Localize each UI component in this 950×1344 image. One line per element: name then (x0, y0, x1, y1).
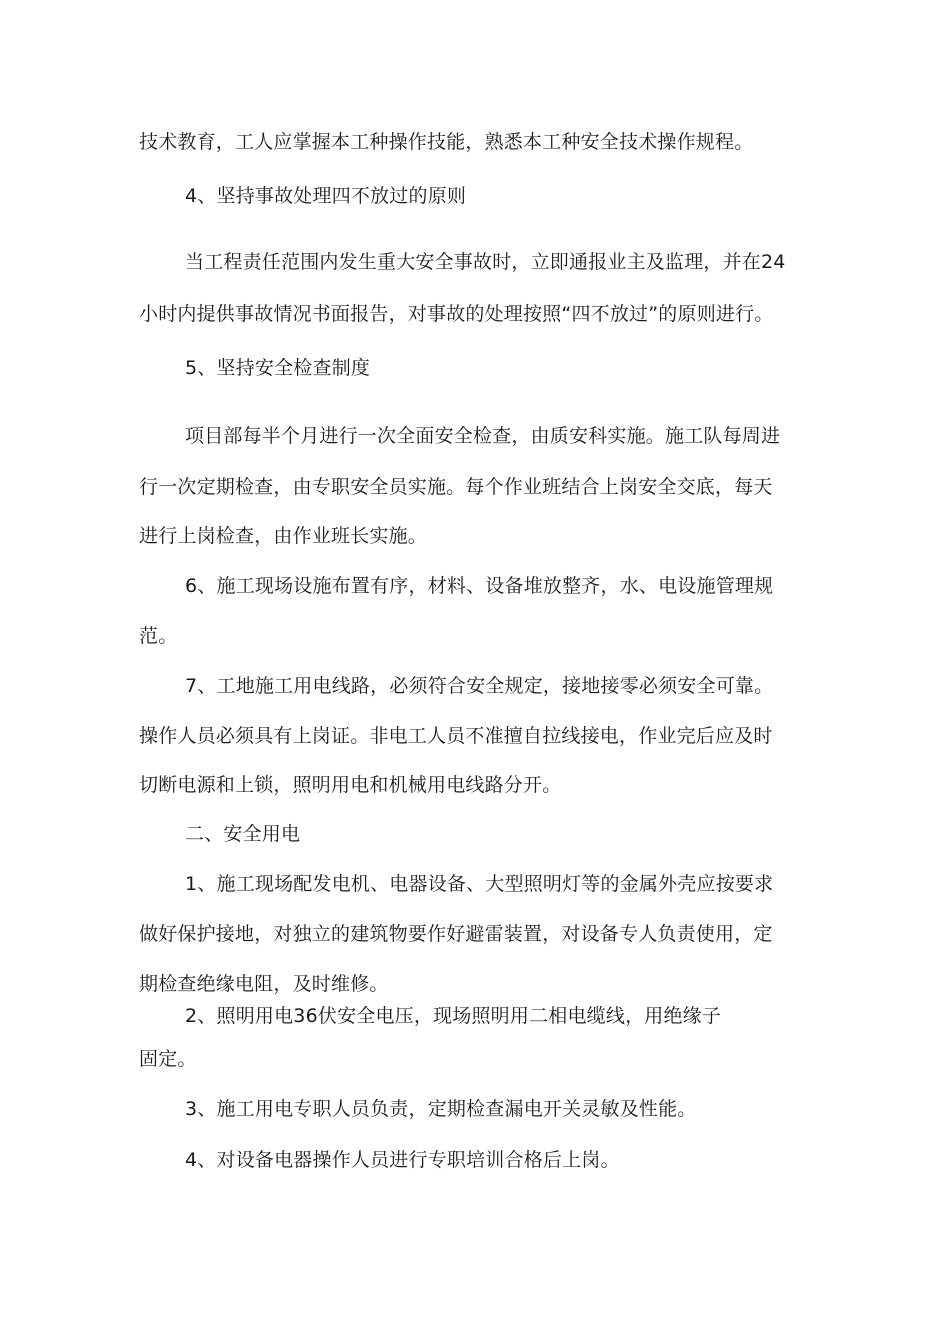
paragraph-line: 技术教育，工人应掌握本工种操作技能，熟悉本工种安全技术操作规程。 (139, 131, 754, 153)
section-heading: 二、安全用电 (185, 823, 301, 845)
paragraph-line: 期检查绝缘电阻，及时维修。 (139, 973, 389, 995)
paragraph-line: 做好保护接地，对独立的建筑物要作好避雷装置，对设备专人负责使用，定 (139, 923, 773, 945)
paragraph-line: 操作人员必须具有上岗证。非电工人员不准擅自拉线接电，作业完后应及时 (139, 725, 773, 747)
paragraph-line: 6、施工现场设施布置有序，材料、设备堆放整齐，水、电设施管理规 (185, 575, 774, 597)
paragraph-line: 切断电源和上锁，照明用电和机械用电线路分开。 (139, 774, 562, 796)
paragraph-line: 小时内提供事故情况书面报告，对事故的处理按照“四不放过”的原则进行。 (139, 303, 774, 325)
section-heading: 4、坚持事故处理四不放过的原则 (185, 185, 467, 207)
section-heading: 5、坚持安全检查制度 (185, 357, 371, 379)
paragraph-line: 范。 (139, 625, 178, 647)
paragraph-line: 3、施工用电专职人员负责，定期检查漏电开关灵敏及性能。 (185, 1098, 697, 1120)
paragraph-line: 7、工地施工用电线路，必须符合安全规定，接地接零必须安全可靠。 (185, 675, 774, 697)
paragraph-line: 2、照明用电36伏安全电压，现场照明用二相电缆线，用绝缘子 (185, 1005, 722, 1027)
paragraph-line: 固定。 (139, 1048, 197, 1070)
paragraph-line: 4、对设备电器操作人员进行专职培训合格后上岗。 (185, 1149, 620, 1171)
paragraph-line: 当工程责任范围内发生重大安全事故时，立即通报业主及监理，并在24 (185, 251, 786, 273)
paragraph-line: 1、施工现场配发电机、电器设备、大型照明灯等的金属外壳应按要求 (185, 873, 774, 895)
paragraph-line: 行一次定期检查，由专职安全员实施。每个作业班结合上岗安全交底，每天 (139, 476, 773, 498)
paragraph-line: 项目部每半个月进行一次全面安全检查，由质安科实施。施工队每周进 (185, 425, 781, 447)
paragraph-line: 进行上岗检查，由作业班长实施。 (139, 525, 428, 547)
